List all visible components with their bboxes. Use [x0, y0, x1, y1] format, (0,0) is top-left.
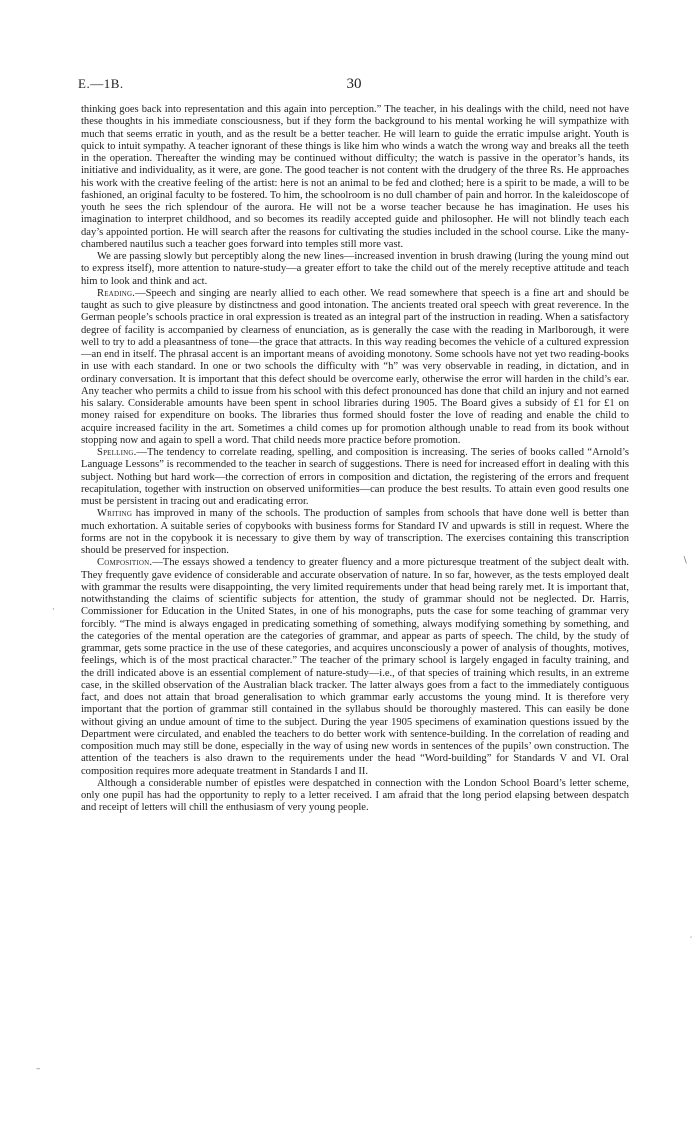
paragraph-writing — [81, 508, 629, 557]
paragraph-text: —The tendency to correlate reading, spelling, and composition is increasing. The series of books called “Arnold’s Language Lessons” is recommended to the teacher in search of suggestions. There is need for increased effort in dealing with this subject. Nothing but hard work—the correction of errors in composition and dictation, the registering of the errors and frequent recapitulation, together with instruction on observed uniformities—can produce the best results. To attain even good results one must be persistent in tracing out and eradicating error. — [81, 447, 629, 507]
paragraph-composition — [81, 557, 629, 778]
paragraph-epistles — [81, 778, 629, 815]
paragraph-text: —The essays showed a tendency to greater fluency and a more picturesque treatment of the subject dealt with. They frequently gave evidence of considerable and accurate observation of nature. In so far, however, as the tests employed dealt with grammar the results were disappointing, the very limited requirements under that head being rarely met. It is important that, notwithstanding the claims of scientific subjects for attention, the study of grammar should not be neglected. Dr. Harris, Commissioner for Education in the United States, in one of his monographs, puts the case for some teaching of grammar very forcibly. “The mind is always engaged in predicating something of something, always modifying something by something, and the categories of the mental operation are the categories of grammar, and appear as parts of speech. The child, by the study of grammar, gets some practice in the use of these categories, and acquires unconsciously a power of analysis of thoughts, motives, feelings, which is of the most practical character.” The teacher of the primary school is largely engaged in faculty training, and the drill indicated above is an essential complement of nature-study—i.e., of that species of training which results, in an extreme case, in the skilled observation of the Australian black tracker. The latter always goes from a fact to the immediately contiguous fact, and does not attain that broad generalisation to which grammar early accustoms the young mind. It is therefore very important that the portion of grammar still contained in the syllabus should be thoroughly mastered. This can easily be done without giving an undue amount of time to the subject. During the year 1905 specimens of examination questions issued by the Department were circulated, and enabled the teachers to do better work with sentence-building. In the correlation of reading and composition much may still be done, especially in the way of using new words in sentences of the pupils’ own construction. The attention of the teachers is also drawn to the requirements under the head “Word-building” for Standards V and VI. Oral composition requires more adequate treatment in Standards I and II. — [81, 557, 629, 777]
section-heading-writing: Writing — [97, 508, 133, 520]
paragraph-teacher-imagination — [81, 104, 629, 251]
paragraph-spelling — [81, 447, 629, 508]
section-heading-spelling: Spelling. — [97, 447, 137, 458]
page-number: 30 — [346, 76, 362, 92]
page-header — [78, 76, 630, 94]
paragraph-text: has improved in many of the schools. The production of samples from schools that have done well is better than much exhortation. A suitable series of copybooks with business forms for Standard IV and upwards is still in request. Where the forms are not in the copybook it is necessary to give them by way of transcription. The exercises containing this transcription should be preserved for inspection. — [81, 508, 629, 556]
section-heading-reading: Reading. — [97, 287, 136, 299]
section-heading-composition: Composition. — [97, 557, 153, 569]
body-text — [81, 104, 629, 815]
paragraph-text: —Speech and singing are nearly allied to each other. We read somewhere that speech is a fine art and should be taught as such to give pleasure by distinctness and good intonation. The ancients treated oral speech with great reverence. In the German people’s schools practice in oral expression is treated as an integral part of the instruction in reading. When a satisfactory degree of facility is accompanied by clearness of enunciation, as is generally the case with the reading in Marlborough, it were well to try to add a pleasantness of tone—the grace that attracts. In this way reading becomes the vehicle of a cultured expression—an end in itself. The phrasal accent is an important means of avoiding monotony. Some schools have not yet two reading-books in use with each standard. In one or two schools the difficulty with “h” was very observable in reading, in dictation, and in ordinary conversation. It is important that this defect should be overcome early, otherwise the error will harden in the child’s ear. Any teacher who permits a child to issue from his school with this defect pronounced has done that child an injury and not earned his salary. Considerable amounts have been spent in school libraries during 1905. The Board gives a subsidy of £1 for £1 on money raised for expenditure on books. The libraries thus formed should foster the love of reading and enable the child to acquire increased facility in the art. Sometimes a child comes up for promotion although unable to read from its book without stopping now and again to spell a word. That child needs more practice before promotion. — [81, 287, 629, 446]
paragraph-text: Although a considerable number of epistles were despatched in connection with the London School Board’s letter scheme, only one pupil has had the opportunity to reply to a letter received. I am afraid that the long period elapsing between despatch and receipt of letters will chill the enthusiasm of very young people. — [81, 777, 629, 814]
paragraph-reading — [81, 288, 629, 447]
margin-tick-mark: – — [36, 1064, 41, 1074]
margin-tick-mark: ∖ — [682, 556, 688, 566]
paragraph-text: thinking goes back into representation and this again into perception.” The teacher, in his dealings with the child, need not have these thoughts in his immediate consciousness, but if they form the background to his mental working he will sympathize with much that seems erratic in youth, and as the result be a better teacher. He will learn to guide the erratic impulse aright. Youth is quick to intuit sympathy. A teacher ignorant of these things is like him who winds a watch the wrong way and breaks all the teeth in the operation. Thereafter the winding may be continued without difficulty; the watch is passive in the operator’s hands, its initiative and individuality, as it were, are gone. The good teacher is not content with the drudgery of the three Rs. He approaches his work with the creative feeling of the artist: here is not an animal to be fed and clothed; here is a spirit to be made, a will to be fashioned, an original faculty to be fostered. To him, the schoolroom is no dull chamber of pain and horror. In the kaleidoscope of youth he sees the rich splendour of the aurora. He will not be a worse teacher because he has imagination. He uses his imagination to interpret childhood, and so becomes its readily accepted guide and philosopher. He will not blindly teach each day’s appointed portion. He will search after the reasons for cultivating the studies included in the school course. Like the many-chambered nautilus such a teacher goes forward into temples still more vast. — [81, 104, 629, 250]
paragraph-new-lines — [81, 251, 629, 288]
paragraph-text: We are passing slowly but perceptibly along the new lines—increased invention in brush drawing (luring the young mind out to express itself), more attention to nature-study—a greater effort to take the child out of the merely receptive attitude and teach him to look and think and act. — [81, 251, 629, 287]
document-reference: E.—1B. — [78, 76, 124, 91]
margin-tick-mark: ′ — [690, 936, 693, 946]
margin-tick-mark: · — [52, 605, 55, 615]
